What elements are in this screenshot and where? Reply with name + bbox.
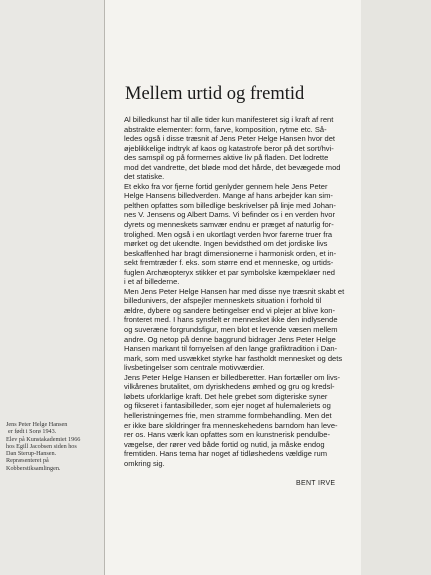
caption-line: Dan Sterup-Hansen.	[6, 450, 57, 458]
body-line: Men Jens Peter Helge Hansen har med disse nye træsnit skabt et	[124, 286, 345, 296]
body-line: og suveræne forgrundsfigur, men blot et levende væsen mellem	[124, 325, 338, 335]
body-line: ældre, dybere og sandere betingelser end vi plejer at blive kon-	[124, 305, 336, 315]
body-line: det statiske.	[124, 172, 165, 182]
body-line: helleristningernes frie, men stramme formbehandling. Men det	[124, 410, 332, 420]
article-title: Mellem urtid og fremtid	[125, 84, 305, 104]
caption-line: hos Egill Jacobsen siden hos	[6, 442, 77, 450]
author-signature: BENT IRVE	[296, 480, 336, 487]
body-line: Et ekko fra vor fjerne fortid genlyder gennem hele Jens Peter	[124, 181, 328, 191]
body-line: abstrakte elementer: form, farve, komposition, rytme etc. Så-	[124, 124, 327, 134]
artist-caption	[6, 421, 102, 472]
body-line: og fikseret i fantasibilleder, som ejer noget af hulemaleriets og	[124, 401, 331, 411]
body-line: fronteret med. I hans synsfelt er mennesket ikke den indlysende	[124, 315, 338, 325]
body-line: mark, som med usvækket styrke har fastholdt mennesket og dets	[124, 353, 343, 363]
body-line: fuglen Archæopteryx stikker et par symbolske kæmpekløer ned	[124, 267, 335, 277]
body-line: pelthen opfattes som billedlige beskrivelser på linje med Johan-	[124, 200, 336, 210]
body-line: nes V. Jensens og Albert Dams. Vi befinder os i en verden hvor	[124, 210, 336, 220]
body-line: omkring sig.	[124, 458, 165, 468]
caption-line: Jens Peter Helge Hansen	[6, 421, 68, 428]
body-line: mod det vandrette, det bløde mod det hårde, det bevægede mod	[124, 162, 341, 172]
caption-line: Repræsenteret på	[6, 457, 49, 465]
body-line: mørket og det ukendte. Ingen bevidsthed om det jordiske livs	[124, 239, 328, 249]
caption-line: er født i Sorø 1943.	[8, 428, 57, 436]
article-body	[124, 115, 358, 468]
body-line: rer os. Hans værk kan opfattes som en kunstnerisk pendulbe-	[124, 430, 330, 440]
body-line: løbets uforklarlige kraft. Det hele grebet som digteriske syner	[124, 391, 328, 401]
body-line: Hansen markant til fornyelsen af den lange grafiktradition i Dan-	[124, 344, 338, 354]
body-line: beskaffenhed har bragt dimensionerne i harmonisk orden, et in-	[124, 248, 337, 258]
body-line: trolighed. Men også i en ukortlagt verden hvor farerne truer fra	[124, 229, 333, 239]
body-line: livsbetingelser som centrale motivværdier.	[124, 363, 265, 373]
body-line: i et af billederne.	[124, 277, 180, 287]
body-line: billedunivers, der afspejler menneskets situation i forhold til	[124, 296, 322, 306]
page-margin	[361, 0, 431, 575]
body-line: fremtiden. Hans tema har noget af tidløshedens vældige rum	[124, 449, 328, 459]
body-line: Helge Hansens billedverden. Mange af hans arbejder kan sim-	[124, 191, 333, 201]
body-line: vægelse, der rører ved både fortid og nutid, ja måske endog	[124, 439, 325, 449]
body-line: er ikke bare skildringer fra menneskehedens barndom han leve-	[124, 420, 338, 430]
caption-line: Elev på Kunstakademiet 1966	[6, 435, 81, 443]
body-line: ledes også i disse træsnit af Jens Peter Helge Hansen hvor det	[124, 134, 336, 144]
body-line: des samspil og på formernes aktive liv på fladen. Det lodrette	[124, 153, 329, 163]
body-line: Jens Peter Helge Hansen er billedberetter. Han fortæller om livs-	[124, 372, 341, 382]
body-line: øjeblikkelige indtryk af kaos og katastrofe beror på det sort/hvi-	[124, 143, 334, 153]
left-page	[0, 0, 105, 575]
body-line: andre. Og netop på denne baggrund bidrager Jens Peter Helge	[124, 334, 336, 344]
body-line: vilkårenes brutalitet, om dyriskhedens ømhed og gru og kredsl-	[124, 382, 335, 392]
caption-line: Kobberstiksamlingen.	[6, 464, 61, 472]
body-line: Al billedkunst har til alle tider kun manifesteret sig i kraft af rent	[124, 115, 334, 124]
body-line: dyrets og menneskets samvær endnu er præget af naturlig for-	[124, 220, 334, 230]
body-line: sekt fremtræder f. eks. som større end et menneske, og urtids-	[124, 258, 334, 268]
